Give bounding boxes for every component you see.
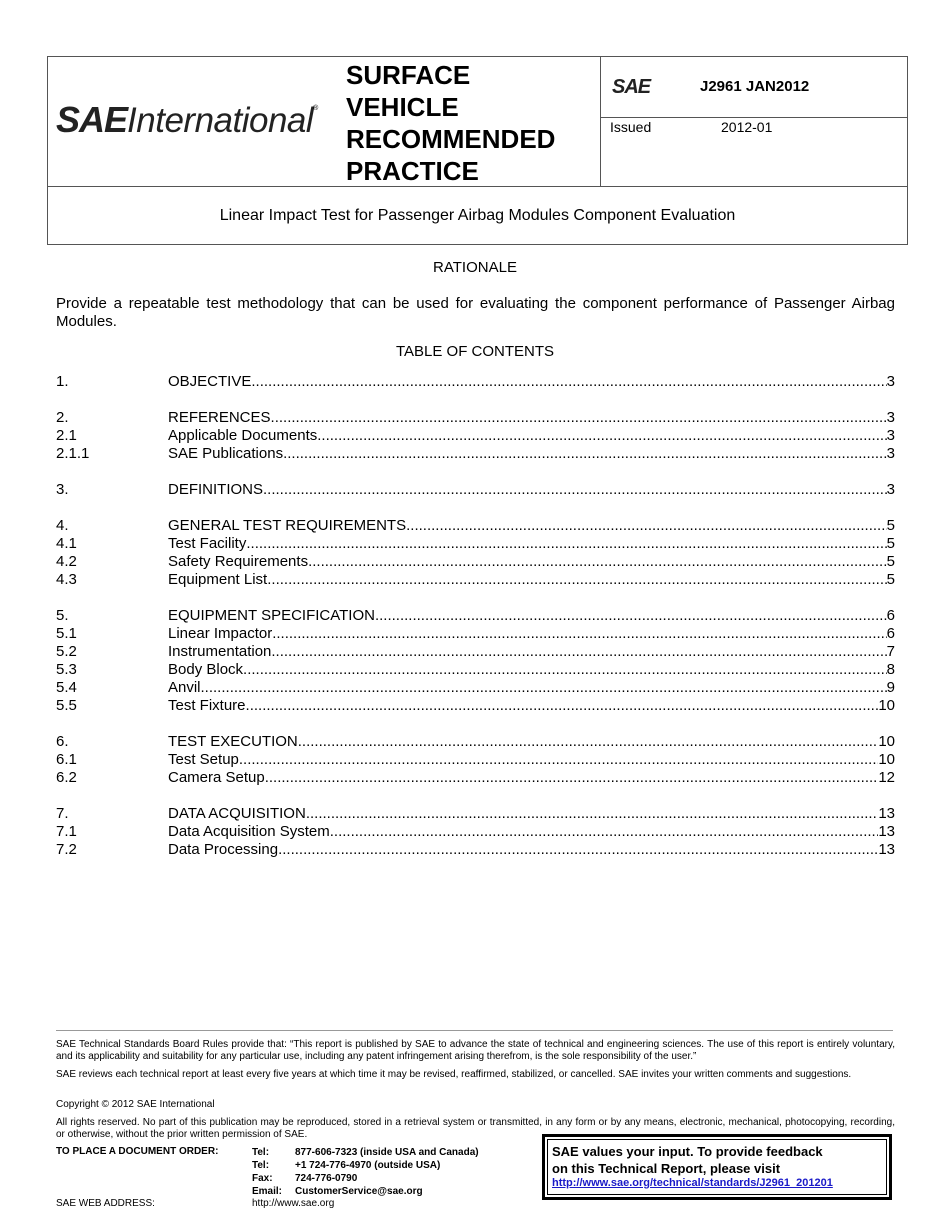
toc-entry-number: 5.1	[56, 625, 77, 642]
toc-entry-leader	[246, 535, 886, 553]
toc-entry-leader	[251, 373, 886, 391]
toc-entry-title: OBJECTIVE	[168, 373, 252, 390]
toc-entry-title: GENERAL TEST REQUIREMENTS	[168, 517, 407, 534]
toc-entry-page: 3	[886, 373, 895, 390]
doc-type-line: VEHICLE	[346, 92, 459, 122]
doc-type-line: PRACTICE	[346, 156, 479, 186]
toc-entry-line	[168, 733, 895, 751]
rights-paragraph: All rights reserved. No part of this publication may be reproduced, stored in a retrieval system or transmitted, in any form or by any means, electronic, mechanical, photocopying, recording, or otherwise, without the prior written permission of SAE.	[56, 1117, 895, 1140]
toc-entry-leader	[263, 481, 887, 499]
toc-entry-line	[168, 481, 895, 499]
toc-entry-number: 2.	[56, 409, 69, 426]
contact-key: Fax:	[252, 1173, 273, 1184]
toc-entry-page: 13	[878, 841, 895, 858]
toc-entry-leader	[265, 769, 879, 787]
toc-entry-line	[168, 445, 895, 463]
toc-entry-number: 2.1	[56, 427, 77, 444]
toc-entry[interactable]	[56, 751, 895, 769]
contact-row	[252, 1185, 479, 1198]
toc-entry-number: 2.1.1	[56, 445, 90, 462]
toc-entry-line	[168, 409, 895, 427]
toc-entry-title: SAE Publications	[168, 445, 284, 462]
doc-type-line: RECOMMENDED	[346, 124, 556, 154]
contact-key: Email:	[252, 1186, 283, 1197]
toc-entry[interactable]	[56, 517, 895, 535]
toc-entry-leader	[272, 625, 886, 643]
toc-entry-page: 12	[878, 769, 895, 786]
sae-small-logo: SAE	[612, 76, 651, 98]
web-address-label: SAE WEB ADDRESS:	[56, 1198, 155, 1209]
toc-entry[interactable]	[56, 481, 895, 499]
toc-entry-page: 3	[886, 427, 895, 444]
toc-entry-page: 13	[878, 805, 895, 822]
toc-entry-page: 6	[886, 625, 895, 642]
toc-entry-line	[168, 517, 895, 535]
toc-entry-page: 10	[878, 697, 895, 714]
toc-entry-title: REFERENCES	[168, 409, 271, 426]
toc-entry-number: 5.5	[56, 697, 77, 714]
header-divider-right	[600, 117, 908, 118]
toc-entry[interactable]	[56, 373, 895, 391]
logo-registered-mark: ®	[313, 105, 319, 112]
toc-entry[interactable]	[56, 805, 895, 823]
toc-entry-number: 4.1	[56, 535, 77, 552]
feedback-box	[542, 1134, 892, 1200]
toc-entry-line	[168, 607, 895, 625]
contact-row	[252, 1172, 479, 1185]
toc-entry-leader	[278, 841, 878, 859]
toc-entry-leader	[246, 697, 879, 715]
toc-entry[interactable]	[56, 445, 895, 463]
logo-international-text: International	[127, 101, 314, 140]
toc-entry-line	[168, 823, 895, 841]
toc-entry-page: 5	[886, 571, 895, 588]
toc-entry[interactable]	[56, 679, 895, 697]
toc-entry-line	[168, 571, 895, 589]
rationale-heading: RATIONALE	[433, 259, 517, 276]
toc-entry-page: 10	[878, 751, 895, 768]
toc-entry-line	[168, 679, 895, 697]
toc-entry-leader	[317, 427, 886, 445]
toc-entry-title: DEFINITIONS	[168, 481, 264, 498]
footer-divider	[56, 1030, 893, 1031]
copyright-text: Copyright © 2012 SAE International	[56, 1099, 215, 1110]
board-rules-paragraph: SAE Technical Standards Board Rules provide that: “This report is published by SAE to advance the state of technical and engineering sciences. The use of this report is entirely voluntary, and its applicability and suitability for any particular use, including any patent infringement arising therefrom, is the sole responsibility of the user.”	[56, 1039, 895, 1062]
review-paragraph: SAE reviews each technical report at least every five years at which time it may be revised, reaffirmed, stabilized, or cancelled. SAE invites your written comments and suggestions.	[56, 1069, 852, 1080]
document-title: Linear Impact Test for Passenger Airbag Modules Component Evaluation	[219, 207, 736, 224]
toc-entry-line	[168, 625, 895, 643]
toc-entry-leader	[271, 409, 887, 427]
toc-entry-number: 7.2	[56, 841, 77, 858]
toc-entry-line	[168, 535, 895, 553]
header-divider-vertical	[600, 57, 601, 186]
toc-entry-line	[168, 661, 895, 679]
feedback-line-1: SAE values your input. To provide feedback	[552, 1144, 823, 1159]
toc-entry-title: Test Facility	[168, 535, 247, 552]
feedback-line-2: on this Technical Report, please visit	[552, 1161, 781, 1176]
toc-entry-number: 4.2	[56, 553, 77, 570]
toc-entry-title: Instrumentation	[168, 643, 272, 660]
contact-row	[252, 1159, 479, 1172]
toc-entry-number: 5.2	[56, 643, 77, 660]
toc-heading: TABLE OF CONTENTS	[395, 343, 555, 360]
toc-entry-title: EQUIPMENT SPECIFICATION	[168, 607, 375, 624]
toc-entry-page: 8	[886, 661, 895, 678]
toc-entry-leader	[406, 517, 887, 535]
toc-entry-page: 3	[886, 409, 895, 426]
toc-entry-leader	[271, 643, 886, 661]
toc-entry-title: Test Setup	[168, 751, 239, 768]
contact-key: Tel:	[252, 1160, 270, 1171]
toc-entry[interactable]	[56, 625, 895, 643]
toc-entry-title: TEST EXECUTION	[168, 733, 298, 750]
toc-entry-page: 10	[878, 733, 895, 750]
rationale-text: Provide a repeatable test methodology that can be used for evaluating the component performance of Passenger Airbag Modules.	[56, 295, 895, 330]
toc-entry-leader	[239, 751, 878, 769]
issued-label: Issued	[610, 119, 652, 135]
toc-entry[interactable]	[56, 571, 895, 589]
toc-entry[interactable]	[56, 733, 895, 751]
toc-entry-page: 5	[886, 535, 895, 552]
toc-entry-number: 6.1	[56, 751, 77, 768]
toc-entry-title: DATA ACQUISITION	[168, 805, 306, 822]
contact-value: +1 724-776-4970 (outside USA)	[295, 1160, 441, 1171]
toc-entry-page: 5	[886, 517, 895, 534]
toc-entry[interactable]	[56, 535, 895, 553]
toc-entry[interactable]	[56, 643, 895, 661]
toc-entry[interactable]	[56, 661, 895, 679]
toc-entry-page: 5	[886, 553, 895, 570]
contact-row	[252, 1146, 479, 1159]
toc-entry[interactable]	[56, 427, 895, 445]
toc-entry-leader	[308, 553, 887, 571]
table-of-contents	[56, 373, 895, 859]
toc-entry-number: 1.	[56, 373, 69, 390]
toc-entry-line	[168, 769, 895, 787]
toc-entry-page: 7	[886, 643, 895, 660]
toc-entry[interactable]	[56, 823, 895, 841]
toc-entry[interactable]	[56, 841, 895, 859]
toc-entry[interactable]	[56, 769, 895, 787]
contact-key: Tel:	[252, 1147, 270, 1158]
toc-entry-title: Body Block	[168, 661, 244, 678]
header-box	[47, 56, 908, 245]
toc-entry-title: Data Processing	[168, 841, 279, 858]
toc-entry[interactable]	[56, 697, 895, 715]
toc-entry-number: 4.	[56, 517, 69, 534]
toc-entry-page: 3	[886, 445, 895, 462]
contact-email[interactable]: CustomerService@sae.org	[295, 1186, 423, 1197]
toc-entry-line	[168, 373, 895, 391]
contact-value: 724-776-0790	[295, 1173, 358, 1184]
toc-entry-line	[168, 841, 895, 859]
order-label: TO PLACE A DOCUMENT ORDER:	[56, 1146, 219, 1157]
toc-entry-number: 3.	[56, 481, 69, 498]
toc-entry-leader	[201, 679, 887, 697]
contact-block	[252, 1146, 479, 1198]
toc-entry-leader	[243, 661, 887, 679]
toc-entry-title: Camera Setup	[168, 769, 265, 786]
toc-entry[interactable]	[56, 409, 895, 427]
doc-type-line: SURFACE	[346, 60, 471, 90]
toc-entry-number: 5.	[56, 607, 69, 624]
toc-entry-page: 13	[878, 823, 895, 840]
web-address-link[interactable]: http://www.sae.org	[252, 1198, 335, 1209]
toc-entry-number: 4.3	[56, 571, 77, 588]
toc-entry-title: Test Fixture	[168, 697, 246, 714]
feedback-link[interactable]: http://www.sae.org/technical/standards/J2961_201201	[552, 1177, 833, 1189]
toc-entry-leader	[267, 571, 886, 589]
toc-entry-number: 5.4	[56, 679, 77, 696]
toc-entry-title: Linear Impactor	[168, 625, 273, 642]
toc-entry-line	[168, 643, 895, 661]
toc-entry-line	[168, 697, 895, 715]
document-type	[346, 59, 596, 187]
toc-entry-page: 6	[886, 607, 895, 624]
issued-value: 2012-01	[721, 119, 773, 135]
toc-entry-number: 5.3	[56, 661, 77, 678]
contact-value: 877-606-7323 (inside USA and Canada)	[295, 1147, 479, 1158]
toc-entry-number: 6.2	[56, 769, 77, 786]
toc-entry-line	[168, 805, 895, 823]
toc-entry-title: Anvil	[168, 679, 201, 696]
sae-international-logo	[56, 99, 318, 139]
toc-entry-page: 9	[886, 679, 895, 696]
toc-entry-number: 7.1	[56, 823, 77, 840]
toc-entry-leader	[298, 733, 879, 751]
logo-sae-text: SAE	[56, 99, 128, 140]
toc-entry-line	[168, 427, 895, 445]
toc-entry-title: Equipment List	[168, 571, 268, 588]
toc-entry-line	[168, 751, 895, 769]
toc-entry[interactable]	[56, 607, 895, 625]
document-number: J2961 JAN2012	[700, 78, 810, 95]
toc-entry-leader	[375, 607, 887, 625]
toc-entry-leader	[306, 805, 879, 823]
toc-entry-leader	[330, 823, 879, 841]
toc-entry-line	[168, 553, 895, 571]
toc-entry-title: Data Acquisition System	[168, 823, 330, 840]
toc-entry-number: 6.	[56, 733, 69, 750]
toc-entry[interactable]	[56, 553, 895, 571]
toc-entry-title: Safety Requirements	[168, 553, 309, 570]
toc-entry-leader	[283, 445, 887, 463]
toc-entry-title: Applicable Documents	[168, 427, 318, 444]
toc-entry-page: 3	[886, 481, 895, 498]
toc-entry-number: 7.	[56, 805, 69, 822]
